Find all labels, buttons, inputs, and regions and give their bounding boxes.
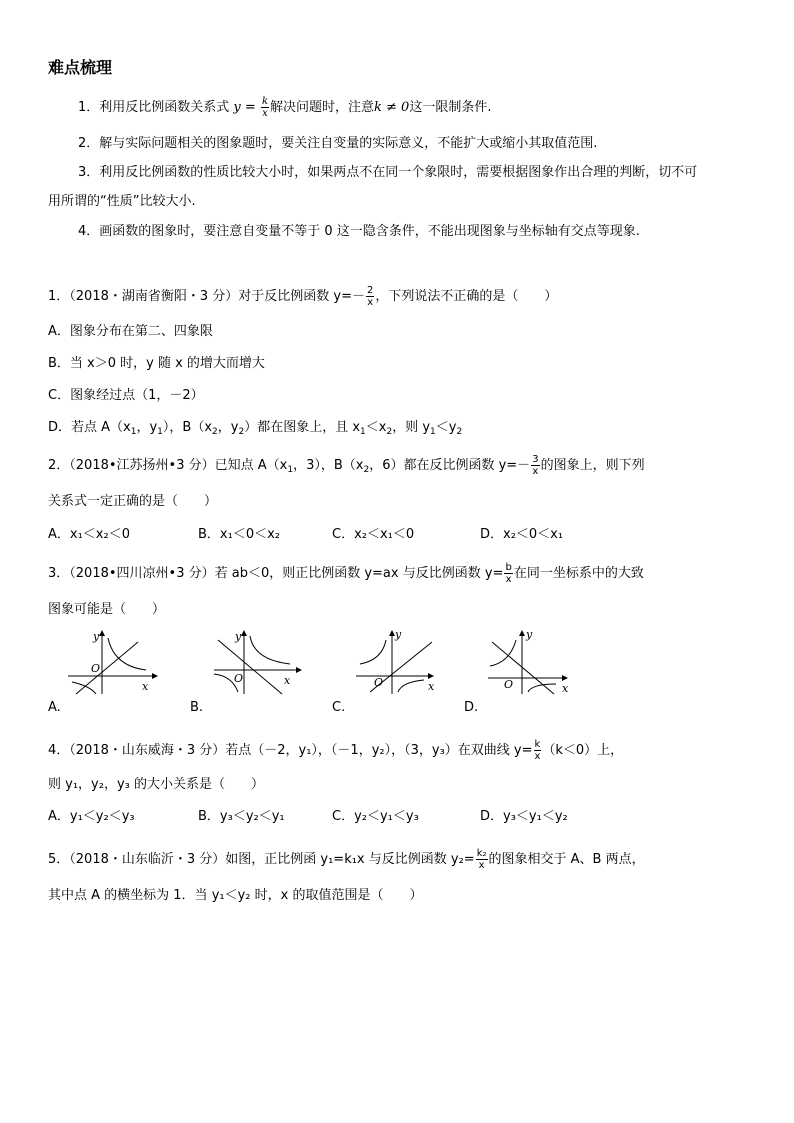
- q3-label-b: B.: [190, 700, 204, 715]
- svg-text:y: y: [93, 630, 100, 643]
- tip-1-text-b: 解决问题时，注意: [270, 100, 375, 115]
- q1-option-c: C．图象经过点（1，－2）: [48, 388, 204, 403]
- q3-graph-b: [210, 628, 306, 696]
- q4-option-a: A．y₁＜y₂＜y₃: [48, 809, 135, 824]
- q1-option-d: D．若点 $A(x_1$，$y_1$），$B(x_2$，$y_2$）都在图象上，且 $x_1<x_2$，则 $y_1<y_2$: [48, 420, 463, 437]
- svg-text:y: y: [395, 628, 402, 641]
- tip-2: 2．解与实际问题相关的图象题时，要关注自变量的实际意义，不能扩大或缩小其取值范围.: [78, 136, 598, 151]
- svg-text:O: O: [374, 676, 384, 689]
- q5-fraction: $\frac{\text{k₂}}{x}$: [476, 848, 487, 871]
- q4-option-d: D．y₃＜y₁＜y₂: [480, 809, 568, 824]
- q3-graph-d: [484, 628, 580, 696]
- svg-text:O: O: [504, 678, 514, 691]
- tip-3-line-1: 3．利用反比例函数的性质比较大小时，如果两点不在同一个象限时，需要根据图象作出合理的判断，切不可: [78, 165, 698, 180]
- q3-graph-c: [352, 628, 448, 696]
- q3-stem: 3．（2018•四川凉州•3 分）若 ab＜0，则正比例函数 y=ax 与反比例函数 y= $\frac{b}{x}$ 在同一坐标系中的大致: [48, 562, 644, 585]
- q2-stem: 2．（2018•江苏扬州•3 分）已知点 $A(x_1$，3），$B(x_2$，6）都在反比例函数 y=－ $\frac{3}{x}$ 的图象上，则下列: [48, 454, 645, 477]
- q3-label-d: D.: [464, 700, 479, 715]
- q1-stem: 1．（2018・湖南省衡阳・3 分）对于反比例函数 y=－ $\frac{2}{x}$ ，下列说法不正确的是（ ）: [48, 285, 558, 308]
- q3-graph-a: [64, 628, 160, 696]
- q4-option-c: C．y₂＜y₁＜y₃: [332, 809, 419, 824]
- tip-3-line-2: 用所谓的“性质”比较大小.: [48, 194, 196, 209]
- svg-text:x: x: [284, 674, 291, 687]
- svg-text:x: x: [428, 680, 435, 693]
- q4-stem: 4．（2018・山东威海・3 分）若点（－2，y₁），（－1，y₂），（3，y₃）在双曲线 y= $\frac{k}{x}$ （k＜0）上，: [48, 739, 624, 762]
- svg-text:x: x: [142, 680, 149, 693]
- tip-1-k-condition: k ≠ 0: [374, 100, 410, 115]
- svg-text:y: y: [235, 630, 242, 643]
- q2-option-d: D．x₂＜0＜x₁: [480, 527, 564, 542]
- tip-1-text-a: 1．利用反比例函数关系式: [78, 100, 234, 115]
- q4-fraction: $\frac{k}{x}$: [534, 739, 541, 762]
- q4-option-b: B．y₃＜y₂＜y₁: [198, 809, 285, 824]
- tip-1: 1．利用反比例函数关系式 y = $\frac{k}{x}$ 解决问题时，注意k ≠ 0这一限制条件.: [78, 96, 492, 119]
- q4-stem-line-2: 则 y₁，y₂，y₃ 的大小关系是（ ）: [48, 777, 264, 792]
- q5-stem: 5．（2018・山东临沂・3 分）如图，正比例函 y₁=k₁x 与反比例函数 y₂= $\frac{\text{k₂}}{x}$ 的图象相交于 A、B 两点，: [48, 848, 645, 871]
- q2-fraction: $\frac{3}{x}$: [532, 454, 539, 477]
- q2-stem-line-2: 关系式一定正确的是（ ）: [48, 494, 218, 509]
- q5-stem-line-2: 其中点 A 的横坐标为 1．当 y₁＜y₂ 时，x 的取值范围是（ ）: [48, 888, 423, 903]
- svg-text:x: x: [562, 682, 569, 695]
- q1-fraction: $\frac{2}{x}$: [366, 285, 374, 308]
- q2-option-b: B．x₁＜0＜x₂: [198, 527, 280, 542]
- q2-option-a: A．x₁＜x₂＜0: [48, 527, 130, 542]
- q1-option-a: A．图象分布在第二、四象限: [48, 324, 213, 339]
- svg-text:O: O: [91, 662, 101, 675]
- q3-stem-line-2: 图象可能是（ ）: [48, 602, 166, 617]
- section-title: 难点梳理: [48, 58, 113, 77]
- svg-text:O: O: [234, 672, 244, 685]
- q2-option-c: C．x₂＜x₁＜0: [332, 527, 415, 542]
- q1-option-b: B．当 x＞0 时，y 随 x 的增大而增大: [48, 356, 265, 371]
- q3-label-a: A.: [48, 700, 61, 715]
- q3-label-c: C.: [332, 700, 346, 715]
- tip-1-text-c: 这一限制条件.: [409, 100, 492, 115]
- q3-fraction: $\frac{b}{x}$: [505, 562, 512, 585]
- tip-4: 4．画函数的图象时，要注意自变量不等于 0 这一隐含条件，不能出现图象与坐标轴有交点等现象.: [78, 224, 640, 239]
- svg-text:y: y: [526, 628, 533, 641]
